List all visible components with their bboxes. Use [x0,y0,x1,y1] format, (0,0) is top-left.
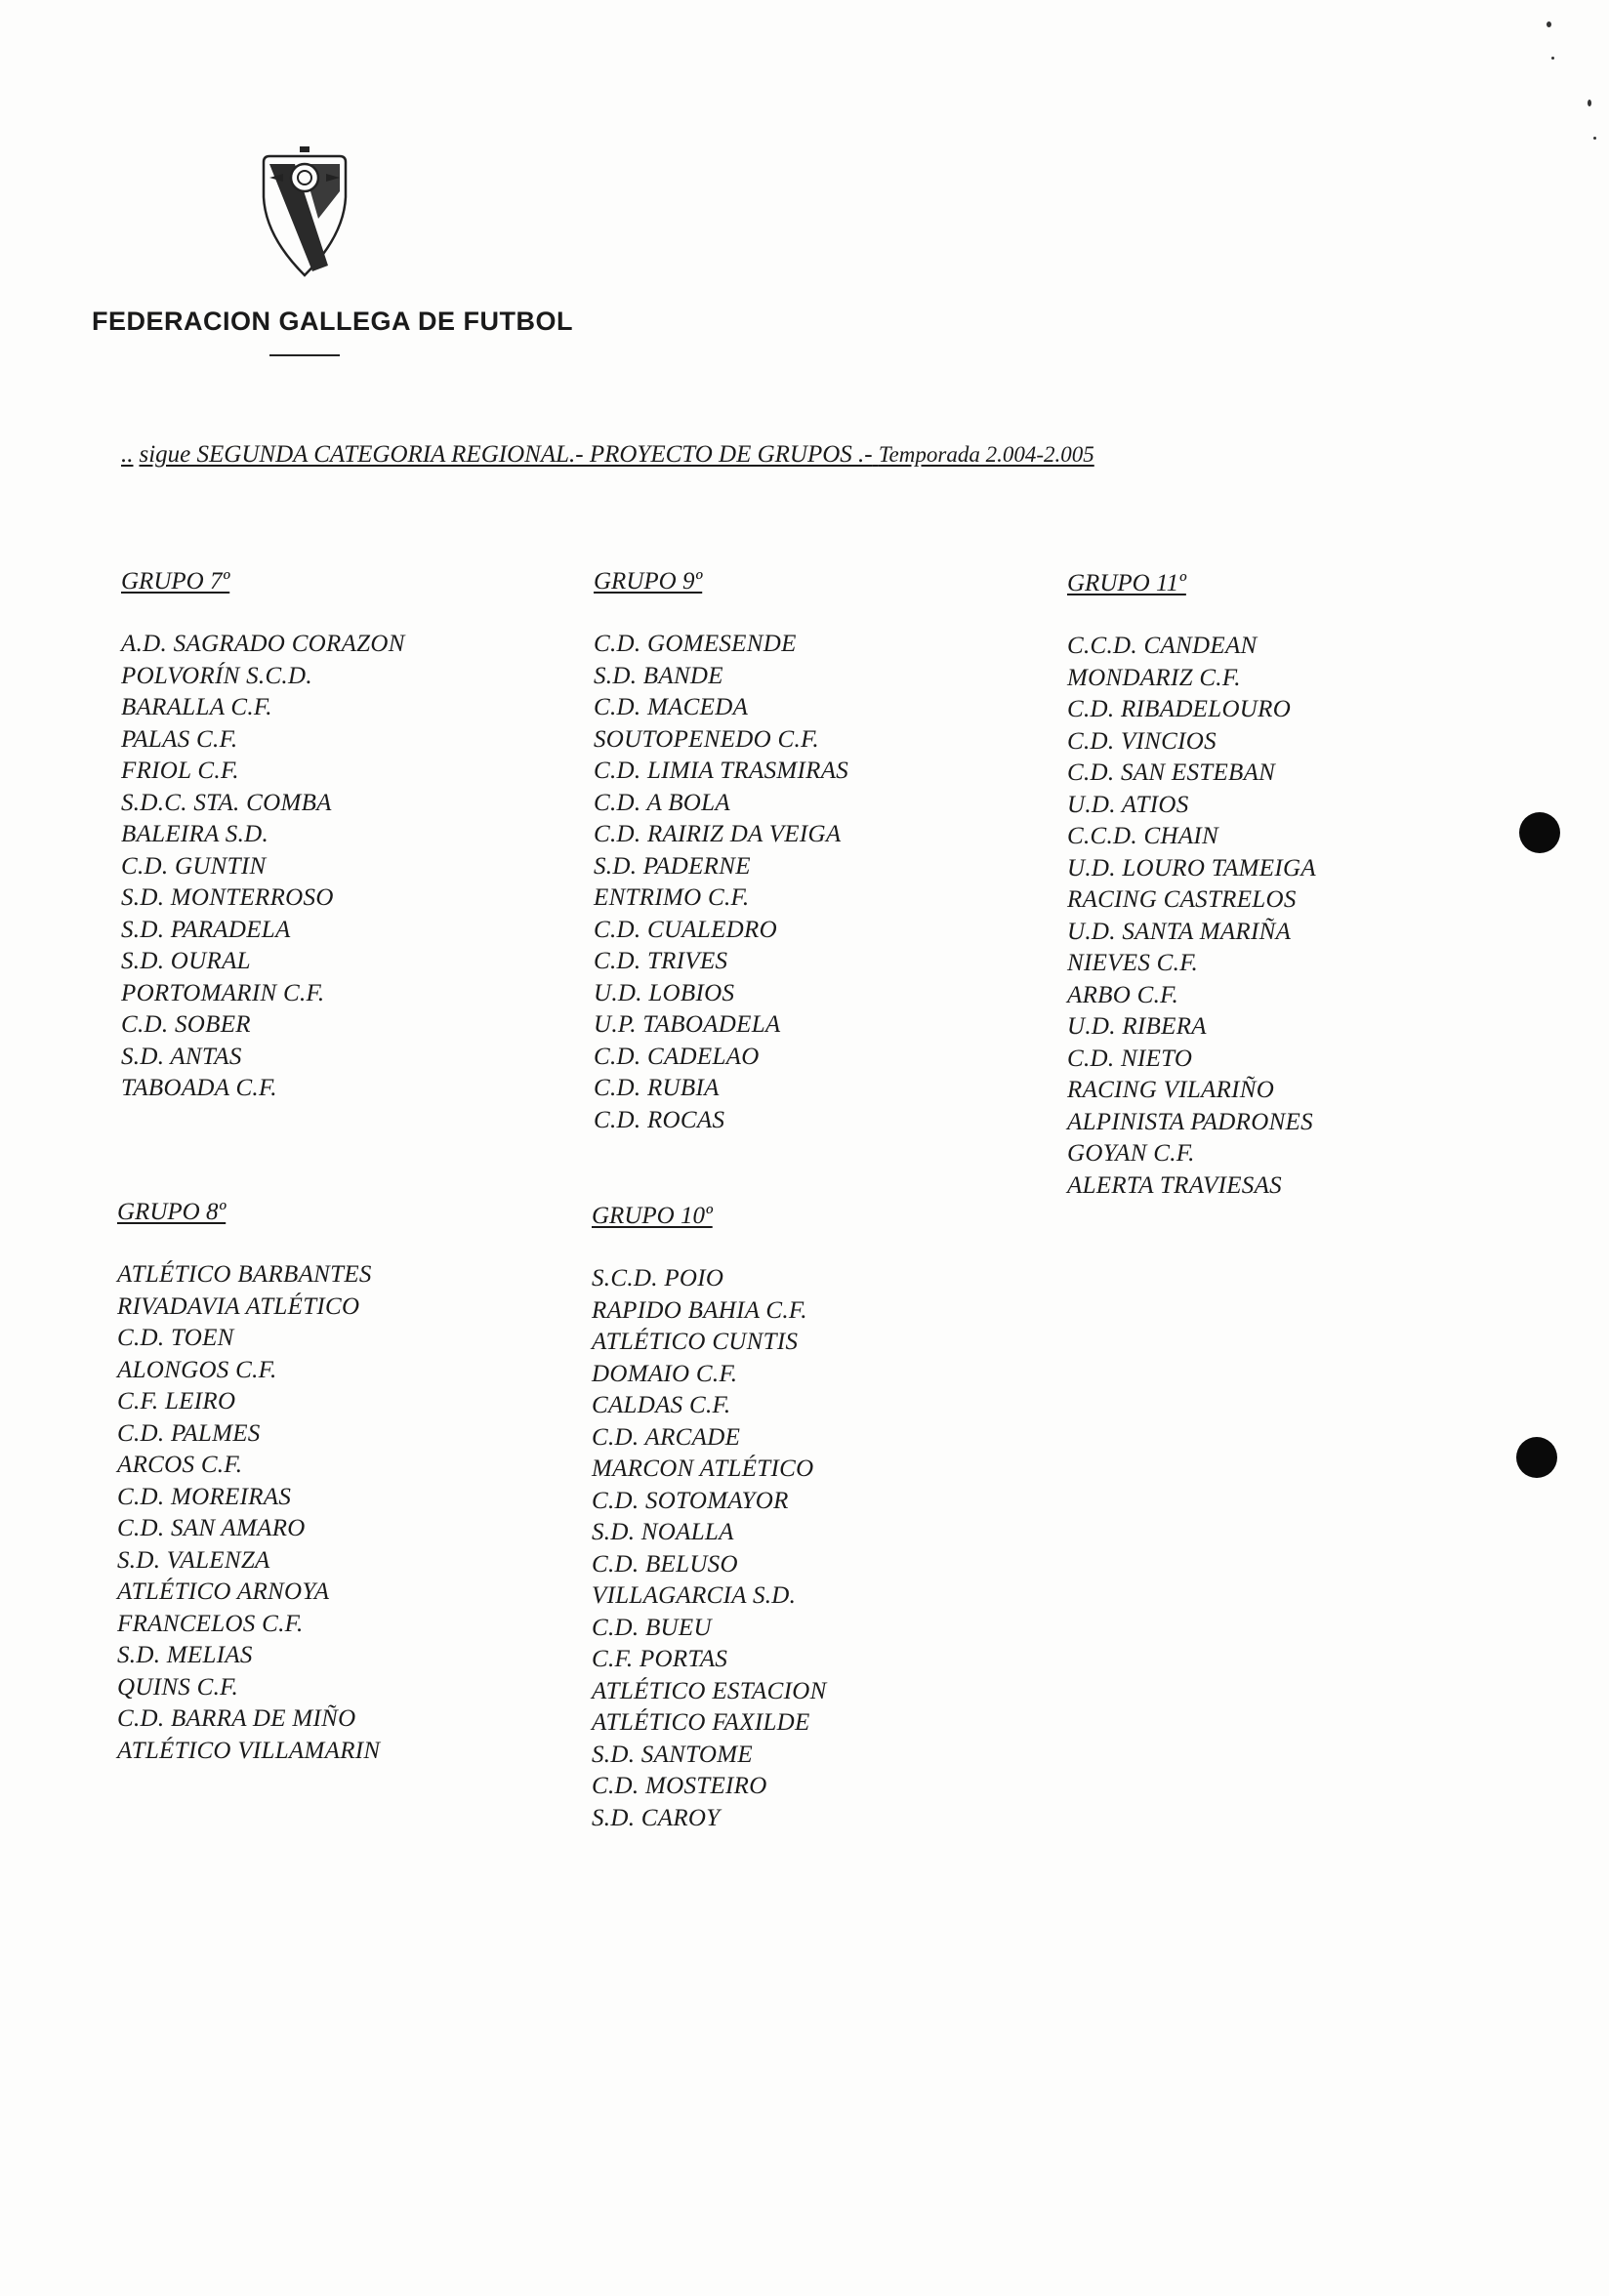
team-name: U.D. RIBERA [1067,1013,1207,1040]
group-7 [121,566,405,1105]
team-list [594,629,848,1136]
group-heading: GRUPO 8º [117,1199,227,1225]
team-name: ATLÉTICO VILLAMARIN [117,1737,381,1764]
team-name: S.D. MONTERROSO [121,884,334,911]
header-divider [269,354,340,356]
scan-speck [1547,21,1551,27]
team-name: C.D. SOTOMAYOR [592,1487,789,1514]
team-name: ATLÉTICO BARBANTES [117,1261,372,1288]
team-name: S.D.C. STA. COMBA [121,789,332,816]
team-name: MONDARIZ C.F. [1067,664,1241,691]
team-name: C.D. TRIVES [594,948,728,974]
federation-crest-icon [256,143,353,279]
team-name: U.D. LOURO TAMEIGA [1067,854,1316,882]
group-9 [594,566,848,1136]
team-name: S.D. VALENZA [117,1546,270,1574]
group-8 [117,1197,380,1767]
group-heading: GRUPO 11º [1067,570,1186,596]
team-name: RAPIDO BAHIA C.F. [592,1296,807,1324]
group-heading: GRUPO 7º [121,568,230,594]
team-name: ATLÉTICO FAXILDE [592,1709,810,1736]
team-name: ATLÉTICO CUNTIS [592,1329,799,1355]
team-name: C.D. ROCAS [594,1106,725,1133]
team-name: PORTOMARIN C.F. [121,979,325,1006]
scan-speck [1588,100,1591,106]
team-name: ATLÉTICO ARNOYA [117,1578,330,1605]
team-name: S.D. BANDE [594,662,723,689]
team-name: C.F. LEIRO [117,1388,236,1414]
team-name: S.D. NOALLA [592,1519,734,1545]
team-name: SOUTOPENEDO C.F. [594,725,819,753]
team-name: S.D. OURAL [121,948,251,974]
team-name: S.D. CAROY [592,1804,721,1831]
team-name: FRIOL C.F. [121,758,239,784]
team-name: U.D. ATIOS [1067,791,1189,818]
team-list [117,1259,380,1767]
team-name: BARALLA C.F. [121,694,272,720]
team-name: BALEIRA S.D. [121,821,269,847]
scan-speck [1551,57,1554,60]
team-name: C.D. MOSTEIRO [592,1773,767,1799]
title-text: sigue SEGUNDA CATEGORIA REGIONAL.- PROYECTO DE GRUPOS .- [139,441,873,468]
team-name: C.C.D. CHAIN [1067,823,1219,849]
team-name: C.D. PALMES [117,1419,261,1447]
team-name: VILLAGARCIA S.D. [592,1582,797,1609]
team-name: C.D. TOEN [117,1325,234,1351]
team-list [592,1263,827,1834]
team-name: C.D. BELUSO [592,1550,738,1578]
team-name: GOYAN C.F. [1067,1140,1195,1167]
team-name: S.D. PARADELA [121,916,291,943]
group-10 [592,1201,827,1834]
team-name: C.D. SOBER [121,1011,251,1038]
punch-hole-icon [1516,1437,1557,1478]
team-name: ALERTA TRAVIESAS [1067,1171,1282,1199]
team-name: S.D. MELIAS [117,1642,253,1668]
team-name: ENTRIMO C.F. [594,884,750,911]
group-heading: GRUPO 9º [594,568,703,594]
team-name: PALAS C.F. [121,725,238,753]
team-name: C.D. MOREIRAS [117,1483,292,1510]
document-title [121,441,1094,469]
team-name: C.D. SAN AMARO [117,1515,306,1541]
team-name: C.D. RAIRIZ DA VEIGA [594,821,842,847]
team-name: ATLÉTICO ESTACION [592,1677,827,1704]
team-name: A.D. SAGRADO CORAZON [121,631,405,657]
team-name: TABOADA C.F. [121,1075,277,1101]
team-name: C.D. BUEU [592,1614,712,1641]
scan-speck [1593,137,1596,140]
team-name: FRANCELOS C.F. [117,1610,304,1637]
team-name: S.D. PADERNE [594,852,751,880]
team-name: RIVADAVIA ATLÉTICO [117,1292,360,1320]
team-name: ALPINISTA PADRONES [1067,1108,1313,1135]
team-name: C.D. VINCIOS [1067,727,1217,755]
team-name: C.D. A BOLA [594,789,730,816]
team-name: C.D. CUALEDRO [594,916,777,943]
organization-name: FEDERACION GALLEGA DE FUTBOL [92,307,573,336]
team-name: DOMAIO C.F. [592,1360,738,1387]
team-name: MARCON ATLÉTICO [592,1456,814,1482]
team-name: C.D. GOMESENDE [594,631,797,657]
team-name: C.F. PORTAS [592,1646,728,1672]
team-list [121,629,405,1105]
team-name: RACING VILARIÑO [1067,1077,1275,1103]
team-list [1067,631,1316,1202]
team-name: POLVORÍN S.C.D. [121,662,312,689]
team-name: C.D. LIMIA TRASMIRAS [594,758,849,784]
team-name: C.D. MACEDA [594,694,749,720]
team-name: U.P. TABOADELA [594,1011,781,1038]
title-season: Temporada 2.004-2.005 [878,442,1094,467]
team-name: C.D. CADELAO [594,1043,760,1070]
team-name: S.D. ANTAS [121,1043,242,1070]
team-name: RACING CASTRELOS [1067,886,1297,913]
team-name: U.D. LOBIOS [594,979,735,1006]
group-heading: GRUPO 10º [592,1203,713,1229]
team-name: C.D. SAN ESTEBAN [1067,759,1276,786]
team-name: CALDAS C.F. [592,1392,731,1418]
team-name: NIEVES C.F. [1067,950,1199,976]
team-name: C.D. ARCADE [592,1423,741,1451]
title-lead: .. [121,441,134,468]
team-name: S.C.D. POIO [592,1265,724,1292]
punch-hole-icon [1519,812,1560,853]
team-name: C.D. NIETO [1067,1045,1193,1072]
team-name: U.D. SANTA MARIÑA [1067,918,1292,945]
team-name: S.D. SANTOME [592,1741,753,1768]
team-name: C.D. RIBADELOURO [1067,696,1292,722]
group-11 [1067,568,1316,1202]
team-name: C.D. BARRA DE MIÑO [117,1705,356,1732]
team-name: C.D. GUNTIN [121,852,267,880]
team-name: QUINS C.F. [117,1673,239,1701]
team-name: ARBO C.F. [1067,981,1179,1008]
team-name: C.D. RUBIA [594,1075,720,1101]
team-name: ARCOS C.F. [117,1452,243,1478]
team-name: ALONGOS C.F. [117,1356,277,1383]
team-name: C.C.D. CANDEAN [1067,633,1258,659]
